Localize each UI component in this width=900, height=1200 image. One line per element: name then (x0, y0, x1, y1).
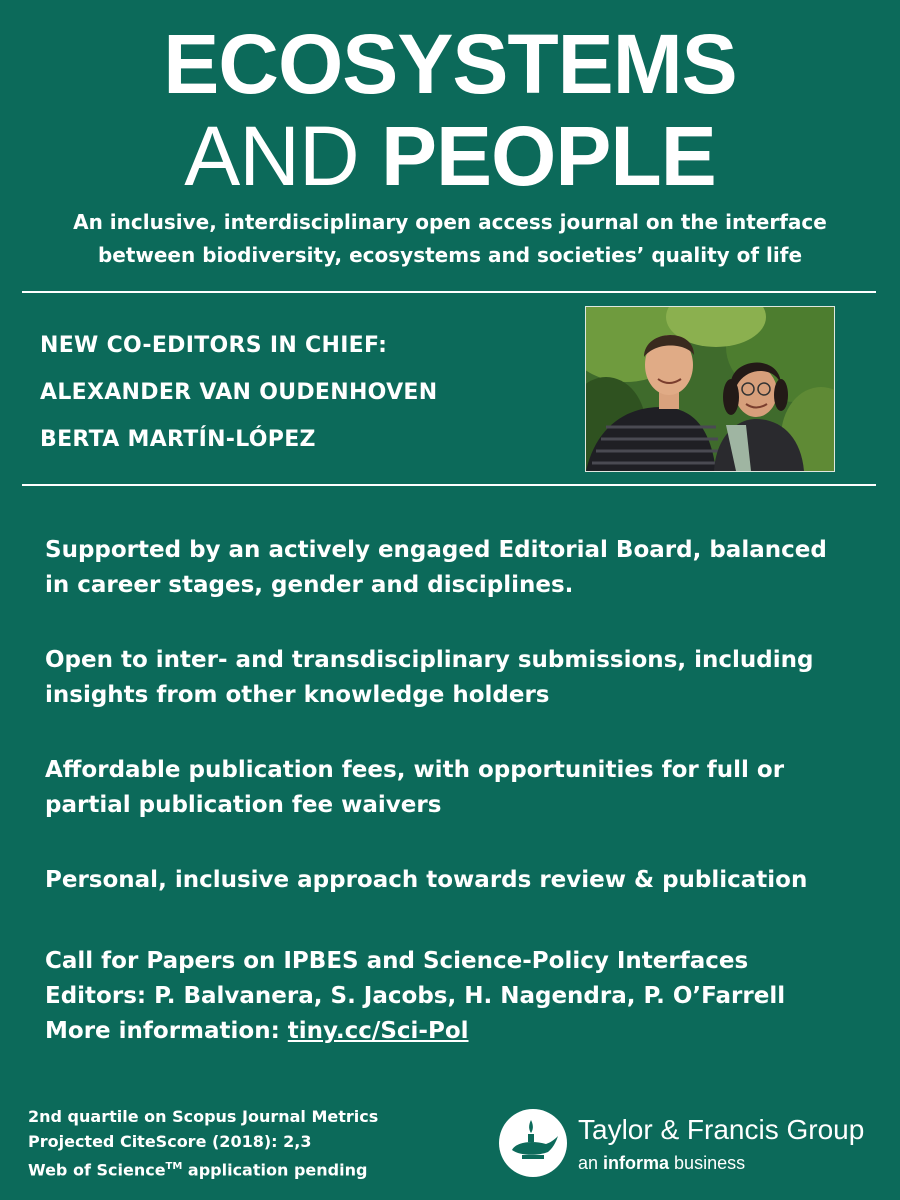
call-editors: Editors: P. Balvanera, S. Jacobs, H. Nagendra, P. O’Farrell (45, 983, 786, 1009)
wos-prefix: Web of Science (28, 1160, 166, 1180)
more-info-link[interactable]: tiny.cc/Sci-Pol (287, 1018, 469, 1044)
publisher-logo (498, 1108, 888, 1178)
editors-section (40, 322, 560, 463)
feature-line: Supported by an actively engaged Editorial Board, balanced (45, 537, 827, 563)
metric-citescore: Projected CiteScore (2018): 2,3 (28, 1132, 312, 1151)
feature-line: in career stages, gender and disciplines. (45, 572, 574, 598)
journal-title (0, 18, 900, 202)
feature-editorial-board (45, 533, 875, 603)
title-people: PEOPLE (380, 109, 716, 203)
journal-subtitle (40, 206, 860, 272)
feature-line: Affordable publication fees, with opportunities for full or (45, 757, 785, 783)
feature-line: Open to inter- and transdisciplinary submissions, including (45, 647, 814, 673)
tagline-prefix: an (578, 1153, 604, 1173)
oil-lamp-icon (498, 1108, 568, 1178)
publisher-tagline (578, 1152, 745, 1174)
title-line-ecosystems: ECOSYSTEMS (163, 17, 737, 111)
feature-line: partial publication fee waivers (45, 792, 442, 818)
editors-photo (585, 306, 835, 472)
subtitle-line-2: between biodiversity, ecosystems and societies’ quality of life (97, 243, 803, 267)
feature-line: insights from other knowledge holders (45, 682, 550, 708)
editors-heading: NEW CO-EDITORS IN CHIEF: (40, 333, 388, 358)
feature-fees (45, 753, 875, 823)
wos-suffix: application pending (182, 1160, 368, 1180)
tagline-suffix: business (669, 1153, 746, 1173)
feature-review-approach (45, 863, 875, 898)
wos-trademark: TM (165, 1161, 183, 1172)
call-for-papers (45, 944, 875, 1049)
top-divider (22, 291, 876, 293)
publisher-name: Taylor & Francis Group (578, 1114, 865, 1145)
feature-list (45, 533, 875, 1089)
bottom-divider (22, 484, 876, 486)
editor-name-1: ALEXANDER VAN OUDENHOVEN (40, 380, 438, 405)
editors-photo-image (586, 307, 834, 471)
call-title: Call for Papers on IPBES and Science-Policy Interfaces (45, 948, 749, 974)
call-more-info (45, 1014, 875, 1049)
feature-line: Personal, inclusive approach towards review & publication (45, 867, 808, 893)
metric-web-of-science (28, 1154, 448, 1182)
metric-scopus: 2nd quartile on Scopus Journal Metrics (28, 1107, 379, 1126)
feature-submissions (45, 643, 875, 713)
journal-metrics (28, 1104, 448, 1182)
title-line-and-people (0, 110, 900, 202)
more-info-label: More information: (45, 1018, 288, 1044)
title-and: AND (184, 109, 359, 203)
tagline-informa: informa (603, 1153, 670, 1173)
subtitle-line-1: An inclusive, interdisciplinary open access journal on the interface (73, 210, 827, 234)
editor-name-2: BERTA MARTÍN-LÓPEZ (40, 427, 316, 452)
